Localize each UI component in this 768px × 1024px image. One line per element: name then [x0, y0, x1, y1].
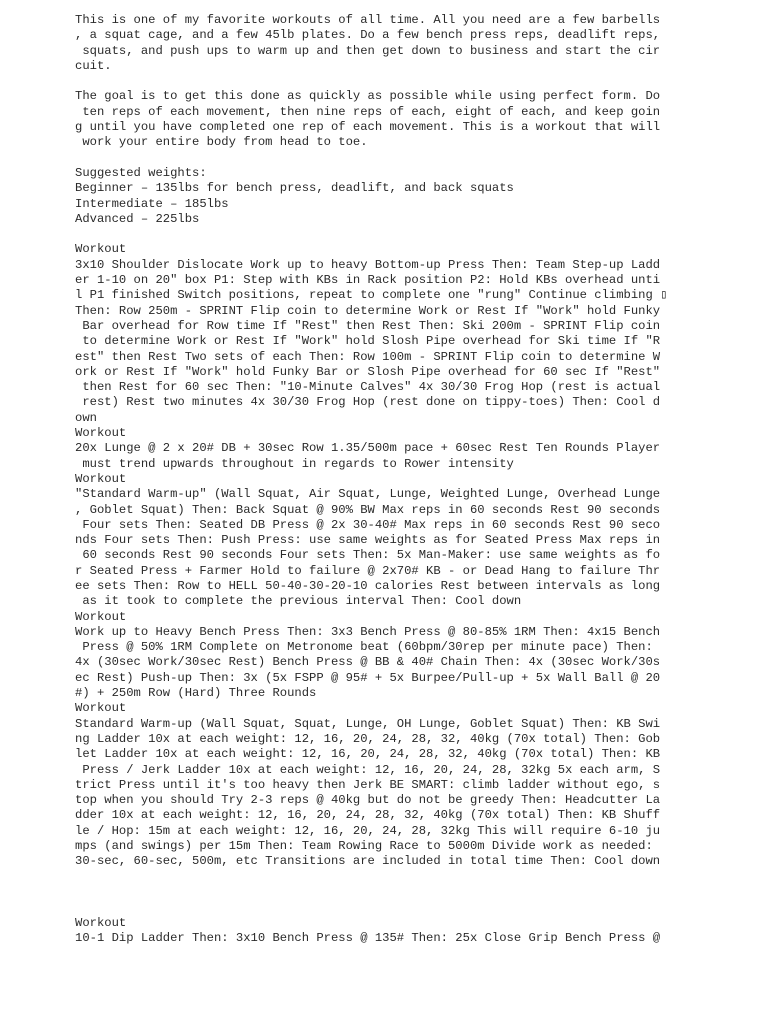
text-line: Workout: [75, 609, 127, 624]
text-line: cuit.: [75, 58, 112, 73]
text-line: g until you have completed one rep of each movement. This is a workout that will: [75, 120, 661, 135]
text-line: Work up to Heavy Bench Press Then: 3x3 Bench Press @ 80-85% 1RM Then: 4x15 Bench: [75, 624, 661, 639]
text-line: 4x (30sec Work/30sec Rest) Bench Press @ BB & 40# Chain Then: 4x (30sec Work/30s: [75, 655, 661, 670]
text-line: #) + 250m Row (Hard) Three Rounds: [75, 686, 317, 701]
text-line: [75, 74, 695, 89]
text-line: Workout: [75, 426, 127, 441]
text-line: work your entire body from head to toe.: [75, 135, 368, 150]
text-line: Bar overhead for Row time If "Rest" then Rest Then: Ski 200m - SPRINT Flip coin: [75, 318, 661, 333]
text-line: Standard Warm-up (Wall Squat, Squat, Lunge, OH Lunge, Goblet Squat) Then: KB Swi: [75, 716, 661, 731]
text-line: Workout: [75, 701, 127, 716]
text-line: trict Press until it's too heavy then Jerk BE SMART: climb ladder without ego, s: [75, 777, 661, 792]
text-line: "Standard Warm-up" (Wall Squat, Air Squat, Lunge, Weighted Lunge, Overhead Lunge: [75, 487, 661, 502]
text-line: 3x10 Shoulder Dislocate Work up to heavy Bottom-up Press Then: Team Step-up Ladd: [75, 257, 661, 272]
text-line: r Seated Press + Farmer Hold to failure @ 2x70# KB - or Dead Hang to failure Thr: [75, 563, 661, 578]
text-line: to determine Work or Rest If "Work" hold Slosh Pipe overhead for Ski time If "R: [75, 334, 661, 349]
text-line: ork or Rest If "Work" hold Funky Bar or Slosh Pipe overhead for 60 sec If "Rest": [75, 364, 661, 379]
text-line: squats, and push ups to warm up and then get down to business and start the cir: [75, 43, 661, 58]
text-line: Press / Jerk Ladder 10x at each weight: 12, 16, 20, 24, 28, 32kg 5x each arm, S: [75, 762, 661, 777]
text-line: Then: Row 250m - SPRINT Flip coin to determine Work or Rest If "Work" hold Funky: [75, 303, 661, 318]
text-line: nds Four sets Then: Push Press: use same weights as for Seated Press Max reps in: [75, 533, 661, 548]
document-body: [75, 13, 695, 946]
text-line: [75, 885, 695, 900]
text-line: own: [75, 410, 97, 425]
text-line: rest) Rest two minutes 4x 30/30 Frog Hop (rest done on tippy-toes) Then: Cool d: [75, 395, 661, 410]
text-line: er 1-10 on 20" box P1: Step with KBs in Rack position P2: Hold KBs overhead unti: [75, 273, 661, 288]
text-line: Suggested weights:: [75, 165, 207, 180]
text-line: top when you should Try 2-3 reps @ 40kg but do not be greedy Then: Headcutter La: [75, 793, 661, 808]
text-line: must trend upwards throughout in regards to Rower intensity: [75, 456, 514, 471]
text-line: The goal is to get this done as quickly as possible while using perfect form. Do: [75, 89, 661, 104]
text-line: Workout: [75, 242, 127, 257]
text-line: [75, 870, 695, 885]
text-line: Advanced – 225lbs: [75, 211, 200, 226]
text-line: [75, 900, 695, 915]
text-line: , Goblet Squat) Then: Back Squat @ 90% BW Max reps in 60 seconds Rest 90 seconds: [75, 502, 661, 517]
text-line: [75, 227, 695, 242]
text-line: ten reps of each movement, then nine reps of each, eight of each, and keep goin: [75, 104, 661, 119]
text-line: l P1 finished Switch positions, repeat to complete one "rung" Continue climbing ▯: [75, 288, 668, 303]
text-line: [75, 151, 695, 166]
text-line: 60 seconds Rest 90 seconds Four sets Then: 5x Man-Maker: use same weights as fo: [75, 548, 661, 563]
text-line: ec Rest) Push-up Then: 3x (5x FSPP @ 95# + 5x Burpee/Pull-up + 5x Wall Ball @ 20: [75, 670, 661, 685]
text-line: dder 10x at each weight: 12, 16, 20, 24, 28, 32, 40kg (70x total) Then: KB Shuff: [75, 808, 661, 823]
text-line: let Ladder 10x at each weight: 12, 16, 20, 24, 28, 32, 40kg (70x total) Then: KB: [75, 747, 661, 762]
text-line: Intermediate – 185lbs: [75, 196, 229, 211]
text-line: 10-1 Dip Ladder Then: 3x10 Bench Press @ 135# Then: 25x Close Grip Bench Press @: [75, 930, 661, 945]
text-line: mps (and swings) per 15m Then: Team Rowing Race to 5000m Divide work as needed:: [75, 839, 653, 854]
text-line: then Rest for 60 sec Then: "10-Minute Calves" 4x 30/30 Frog Hop (rest is actual: [75, 380, 661, 395]
text-line: This is one of my favorite workouts of all time. All you need are a few barbells: [75, 13, 661, 27]
text-line: Four sets Then: Seated DB Press @ 2x 30-40# Max reps in 60 seconds Rest 90 seco: [75, 517, 661, 532]
text-line: 20x Lunge @ 2 x 20# DB + 30sec Row 1.35/500m pace + 60sec Rest Ten Rounds Player: [75, 441, 661, 456]
text-line: Workout: [75, 471, 127, 486]
text-line: , a squat cage, and a few 45lb plates. Do a few bench press reps, deadlift reps,: [75, 28, 661, 43]
text-line: ee sets Then: Row to HELL 50-40-30-20-10 calories Rest between intervals as long: [75, 578, 661, 593]
text-line: le / Hop: 15m at each weight: 12, 16, 20, 24, 28, 32kg This will require 6-10 ju: [75, 823, 661, 838]
text-line: Workout: [75, 915, 127, 930]
text-line: Beginner – 135lbs for bench press, deadlift, and back squats: [75, 181, 514, 196]
text-line: as it took to complete the previous interval Then: Cool down: [75, 594, 522, 609]
text-line: ng Ladder 10x at each weight: 12, 16, 20, 24, 28, 32, 40kg (70x total) Then: Gob: [75, 731, 661, 746]
text-line: Press @ 50% 1RM Complete on Metronome beat (60bpm/30rep per minute pace) Then:: [75, 640, 653, 655]
text-line: est" then Rest Two sets of each Then: Row 100m - SPRINT Flip coin to determine W: [75, 349, 661, 364]
text-line: 30-sec, 60-sec, 500m, etc Transitions are included in total time Then: Cool down: [75, 854, 661, 869]
